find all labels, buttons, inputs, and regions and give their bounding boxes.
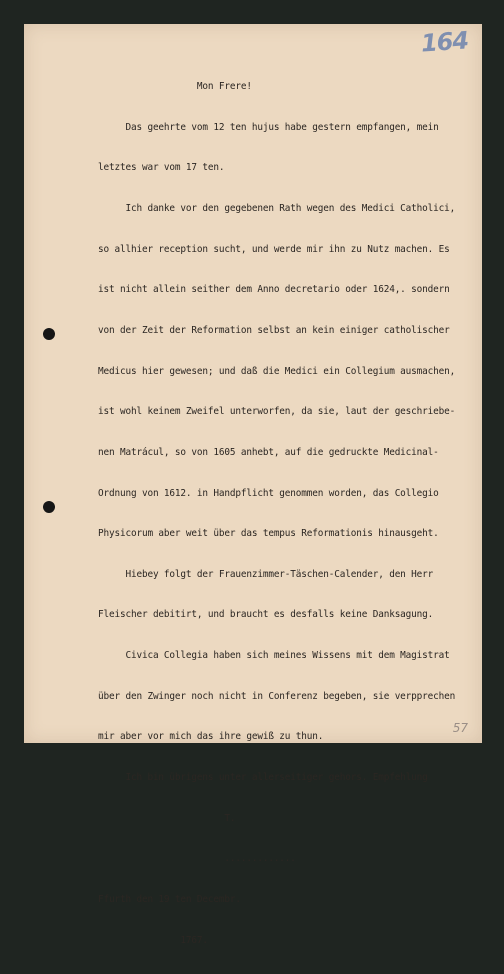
dotted-separator: ............. xyxy=(98,853,296,865)
text-line: mir aber vor mich das ihre gewiß zu thun. xyxy=(98,731,324,743)
punch-hole-bottom xyxy=(43,501,55,513)
text-line: ist wohl keinem Zweifel unterworfen, da sie, laut der geschriebe- xyxy=(98,406,456,418)
letter-sheet xyxy=(24,24,482,946)
text-line: ist nicht allein seither dem Anno decretario oder 1624,. sondern xyxy=(98,284,450,296)
punch-hole-top xyxy=(43,328,55,340)
text-line: Civica Collegia haben sich meines Wissens mit dem Magistrat xyxy=(98,650,450,662)
text-line: Ich bin übrigens unter allerseitiger gehors. Empfehlung xyxy=(98,771,428,783)
signature-initial: T. xyxy=(98,812,236,824)
place-date-line: Ffurth den 19 ten Decembr. xyxy=(98,893,241,905)
text-line: nen Matrácul, so von 1605 anhebt, auf die gedruckte Medicinal- xyxy=(98,446,439,458)
text-line: so allhier reception sucht, und werde mir ihn zu Nutz machen. Es xyxy=(98,243,450,255)
text-line: von der Zeit der Reformation selbst an kein einiger catholischer xyxy=(98,324,450,336)
text-line: über den Zwinger noch nicht in Conferenz begeben, sie verpprechen xyxy=(98,690,456,702)
salutation: Mon Frere! xyxy=(98,81,252,93)
text-line: Das geehrte vom 12 ten hujus habe gestern empfangen, mein xyxy=(98,121,439,133)
text-line: Medicus hier gewesen; und daß die Medici ein Collegium ausmachen, xyxy=(98,365,456,377)
folio-number: 164 xyxy=(419,26,469,58)
text-line: Physicorum aber weit über das tempus Reformationis hinausgeht. xyxy=(98,528,439,540)
text-line: Fleischer debitirt, und braucht es desfalls keine Danksagung. xyxy=(98,609,434,621)
text-line: Ich danke vor den gegebenen Rath wegen des Medici Catholici, xyxy=(98,203,456,215)
year-line: 1767. xyxy=(98,934,208,946)
text-line: Ordnung von 1612. in Handpflicht genommen worden, das Collegio xyxy=(98,487,439,499)
text-line: letztes war vom 17 ten. xyxy=(98,162,225,174)
letter-body xyxy=(98,53,474,974)
text-line: Hiebey folgt der Frauenzimmer-Täschen-Calender, den Herr xyxy=(98,568,434,580)
page-number: 57 xyxy=(452,721,468,735)
